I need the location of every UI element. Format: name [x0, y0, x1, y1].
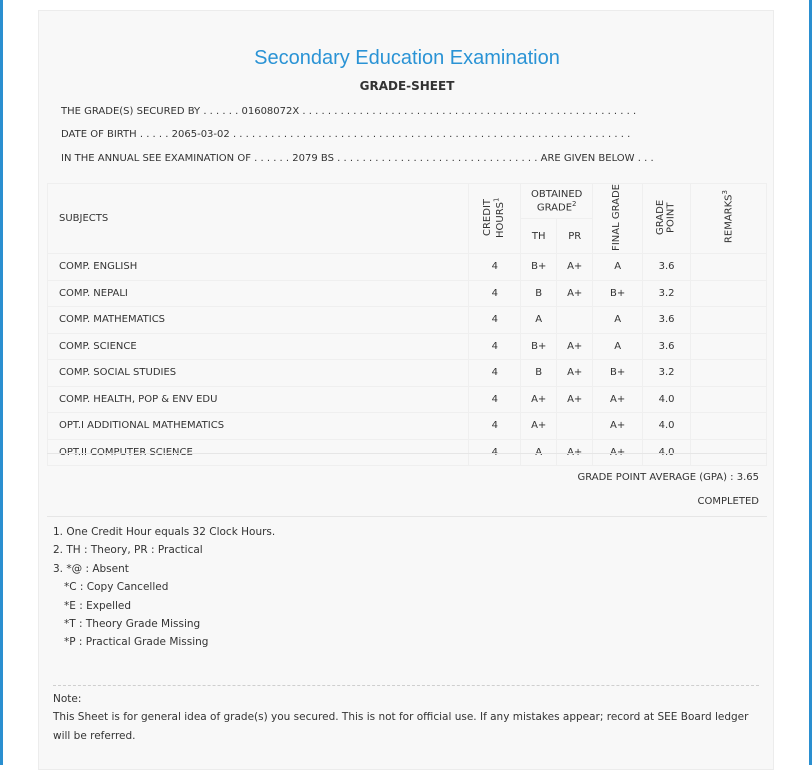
- page-title: Secondary Education Examination: [254, 47, 560, 69]
- dob-label: DATE OF BIRTH . . . . .: [61, 129, 169, 140]
- final-grade-cell: B+: [593, 360, 643, 387]
- footnote-item: 3. *@ : Absent: [53, 562, 129, 575]
- pr-grade-cell: A+: [557, 280, 593, 307]
- info-secured-by: [61, 106, 636, 117]
- credit-cell: 4: [469, 333, 521, 360]
- note-label: Note:: [53, 693, 82, 705]
- footnote-item: 2. TH : Theory, PR : Practical: [53, 544, 203, 557]
- table-row: [48, 254, 767, 281]
- footnotes: [53, 523, 275, 652]
- th-grade-cell: A: [521, 307, 557, 334]
- pr-grade-cell: A+: [557, 386, 593, 413]
- subject-cell: OPT.I ADDITIONAL MATHEMATICS: [48, 413, 469, 440]
- footnote-item: *C : Copy Cancelled: [64, 581, 169, 594]
- th-grade-cell: B: [521, 360, 557, 387]
- table-row: [48, 386, 767, 413]
- pr-grade-cell: A+: [557, 333, 593, 360]
- exam-dots: . . . . . . . . . . . . . . . . . . . . . . . . . . . . . . . .: [337, 153, 538, 164]
- remarks-cell: [691, 386, 767, 413]
- page-subtitle: GRADE-SHEET: [359, 79, 455, 93]
- final-grade-cell: A: [593, 307, 643, 334]
- secured-by-dots: . . . . . . . . . . . . . . . . . . . . . . . . . . . . . . . . . . . . . . . . . . . . . . . . . . . . .: [302, 106, 637, 117]
- grades-table: [47, 183, 767, 466]
- header-obtained-grade: OBTAINED GRADE$^2$: [521, 184, 593, 219]
- final-grade-cell: A+: [593, 386, 643, 413]
- note-text: This Sheet is for general idea of grade(s) you secured. This is not for official use. If any mistakes appear; record at SEE Board ledger will be referred.: [53, 711, 749, 742]
- note-section: [53, 685, 759, 745]
- left-edge-accent: [0, 0, 3, 765]
- header-final-grade: FINAL GRADE: [593, 184, 643, 254]
- header-th: TH: [521, 219, 557, 254]
- final-grade-cell: B+: [593, 280, 643, 307]
- grade-point-cell: 3.6: [643, 333, 691, 360]
- subject-cell: COMP. SOCIAL STUDIES: [48, 360, 469, 387]
- remarks-cell: [691, 307, 767, 334]
- final-grade-cell: A+: [593, 413, 643, 440]
- th-grade-cell: A+: [521, 413, 557, 440]
- info-dob: [61, 129, 630, 140]
- grade-point-cell: 3.6: [643, 254, 691, 281]
- remarks-cell: [691, 280, 767, 307]
- remarks-cell: [691, 254, 767, 281]
- pr-grade-cell: A+: [557, 360, 593, 387]
- credit-cell: 4: [469, 307, 521, 334]
- final-grade-cell: A: [593, 254, 643, 281]
- grade-point-cell: 4.0: [643, 413, 691, 440]
- grade-point-cell: 3.2: [643, 280, 691, 307]
- exam-suffix: ARE GIVEN BELOW . . .: [540, 153, 654, 164]
- symbol-number: 01608072X: [241, 106, 300, 117]
- remarks-cell: [691, 360, 767, 387]
- credit-cell: 4: [469, 386, 521, 413]
- exam-label: IN THE ANNUAL SEE EXAMINATION OF . . . . . .: [61, 153, 290, 164]
- th-grade-cell: B: [521, 280, 557, 307]
- pr-grade-cell: [557, 307, 593, 334]
- th-grade-cell: B+: [521, 333, 557, 360]
- credit-cell: 4: [469, 280, 521, 307]
- grade-point-cell: 4.0: [643, 386, 691, 413]
- summary-divider: [47, 516, 767, 517]
- table-row: [48, 413, 767, 440]
- table-row: [48, 280, 767, 307]
- dob-dots: . . . . . . . . . . . . . . . . . . . . . . . . . . . . . . . . . . . . . . . . . . . . . . . . . . . . . . . . . . . . . . .: [232, 129, 631, 140]
- credit-cell: 4: [469, 254, 521, 281]
- subject-cell: COMP. ENGLISH: [48, 254, 469, 281]
- gpa-summary: GRADE POINT AVERAGE (GPA) : 3.65: [577, 472, 759, 483]
- grade-sheet: [38, 10, 774, 770]
- footnote-item: *E : Expelled: [64, 599, 132, 612]
- header-remarks: REMARKS$^3$: [691, 184, 767, 254]
- secured-by-label: THE GRADE(S) SECURED BY . . . . . .: [61, 106, 239, 117]
- th-grade-cell: A+: [521, 386, 557, 413]
- credit-cell: 4: [469, 413, 521, 440]
- table-bottom-divider: [47, 453, 767, 454]
- grade-point-cell: 3.2: [643, 360, 691, 387]
- exam-year: 2079 BS: [292, 153, 334, 164]
- remarks-cell: [691, 413, 767, 440]
- footnote-item: *P : Practical Grade Missing: [64, 636, 209, 649]
- header-pr: PR: [557, 219, 593, 254]
- pr-grade-cell: A+: [557, 254, 593, 281]
- header-credit-hours: CREDIT HOURS$^1$: [469, 184, 521, 254]
- subject-cell: COMP. NEPALI: [48, 280, 469, 307]
- table-row: [48, 360, 767, 387]
- final-grade-cell: A: [593, 333, 643, 360]
- remarks-cell: [691, 333, 767, 360]
- subject-cell: COMP. MATHEMATICS: [48, 307, 469, 334]
- dob-value: 2065-03-02: [171, 129, 230, 140]
- footnote-item: 1. One Credit Hour equals 32 Clock Hours.: [53, 526, 276, 538]
- pr-grade-cell: [557, 413, 593, 440]
- header-subjects: SUBJECTS: [48, 184, 469, 254]
- info-exam: [61, 153, 654, 164]
- grade-point-cell: 3.6: [643, 307, 691, 334]
- th-grade-cell: B+: [521, 254, 557, 281]
- subject-cell: COMP. HEALTH, POP & ENV EDU: [48, 386, 469, 413]
- table-row: [48, 333, 767, 360]
- credit-cell: 4: [469, 360, 521, 387]
- subject-cell: COMP. SCIENCE: [48, 333, 469, 360]
- footnote-item: *T : Theory Grade Missing: [64, 618, 201, 631]
- result-status: COMPLETED: [697, 496, 759, 507]
- header-grade-point: GRADE POINT: [643, 184, 691, 254]
- table-row: [48, 307, 767, 334]
